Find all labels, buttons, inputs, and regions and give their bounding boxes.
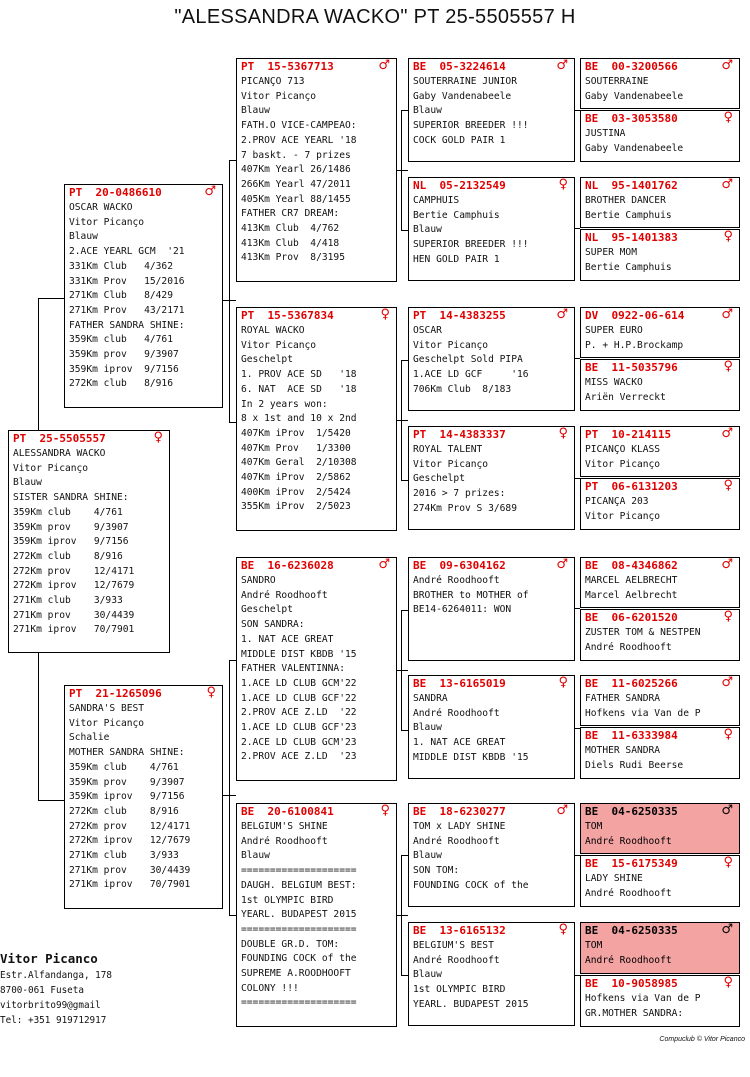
pedigree-card-subject[interactable] xyxy=(8,430,170,653)
connector-line xyxy=(38,298,65,299)
pedigree-card-gen4[interactable] xyxy=(580,58,740,109)
female-symbol-icon: ♀ xyxy=(723,727,733,742)
card-line: 359Km club 4/761 xyxy=(69,761,179,773)
card-line: 1. NAT ACE GREAT xyxy=(413,737,506,749)
ring-number: DV 0922-06-614 xyxy=(585,309,685,322)
card-line: 359Km prov 9/3907 xyxy=(69,776,185,788)
card-line: 407Km iProv 2/5862 xyxy=(241,472,351,484)
connector-line xyxy=(38,800,65,801)
card-line: 271Km iprov 70/7901 xyxy=(13,624,135,636)
card-line: Blauw xyxy=(413,105,442,117)
card-line: 400Km iProv 2/5424 xyxy=(241,486,351,498)
ring-number: BE 06-6201520 xyxy=(585,611,678,624)
card-line: André Roodhooft xyxy=(413,954,500,966)
card-line: MIDDLE DIST KBDB '15 xyxy=(413,751,529,763)
card-line: 2016 > 7 prizes: xyxy=(413,488,506,500)
card-line: Gaby Vandenabeele xyxy=(585,142,684,154)
ring-number: BE 10-9058985 xyxy=(585,977,678,990)
card-line: Geschelpt xyxy=(241,354,293,366)
ring-number: PT 14-4383255 xyxy=(413,309,506,322)
owner-address: Estr.Alfandanga, 178 xyxy=(0,970,112,981)
connector-line xyxy=(401,110,402,230)
pedigree-card-gen3[interactable] xyxy=(408,675,575,779)
pedigree-card-grandsire-paternal[interactable] xyxy=(236,58,397,282)
female-symbol-icon: ♀ xyxy=(723,855,733,870)
card-line: In 2 years won: xyxy=(241,398,328,410)
male-symbol-icon: ♂ xyxy=(204,184,216,199)
card-line: 407Km Prov 1/3300 xyxy=(241,442,351,454)
card-line: 407Km iProv 1/5420 xyxy=(241,427,351,439)
card-line: YEARL. BUDAPEST 2015 xyxy=(413,998,529,1010)
card-line: SON SANDRA: xyxy=(241,619,305,631)
pedigree-card-gen4[interactable] xyxy=(580,609,740,661)
card-line: Vitor Picanço xyxy=(585,458,661,470)
card-line: 359Km prov 9/3907 xyxy=(13,521,129,533)
connector-line xyxy=(401,855,402,975)
pedigree-card-gen4[interactable] xyxy=(580,727,740,779)
female-symbol-icon: ♀ xyxy=(558,426,568,441)
pedigree-card-gen4[interactable] xyxy=(580,557,740,608)
pedigree-card-gen4[interactable] xyxy=(580,675,740,726)
card-line: SANDRO xyxy=(241,575,276,586)
card-line: MOTHER SANDRA xyxy=(585,745,661,756)
connector-line xyxy=(397,670,408,671)
ring-number: BE 03-3053580 xyxy=(585,112,678,125)
male-symbol-icon: ♂ xyxy=(721,803,733,818)
card-line: HEN GOLD PAIR 1 xyxy=(413,253,500,265)
card-line: Vitor Picanço xyxy=(241,339,317,351)
card-line: SOUTERRAINE xyxy=(585,76,649,87)
card-line: Geschelpt xyxy=(413,473,465,485)
card-line: LADY SHINE xyxy=(585,873,643,884)
card-line: Ariën Verreckt xyxy=(585,391,666,403)
connector-line xyxy=(401,360,408,361)
owner-phone: Tel: +351 919712917 xyxy=(0,1015,107,1026)
card-line: MISS WACKO xyxy=(585,377,643,388)
card-line: FATHER CR7 DREAM: xyxy=(241,208,340,220)
ring-number: BE 00-3200566 xyxy=(585,60,678,73)
connector-line xyxy=(38,298,39,431)
card-line: 359Km iprov 9/7156 xyxy=(13,536,129,548)
card-line: 271Km prov 30/4439 xyxy=(13,609,135,621)
ring-number: BE 18-6230277 xyxy=(413,805,506,818)
card-line: DAUGH. BELGIUM BEST: xyxy=(241,879,357,891)
pedigree-card-gen3[interactable] xyxy=(408,922,575,1026)
card-line: SUPER MOM xyxy=(585,247,637,258)
ring-number: BE 11-6025266 xyxy=(585,677,678,690)
pedigree-card-sire[interactable] xyxy=(64,184,223,408)
owner-info xyxy=(0,950,112,1028)
card-line: 405Km Yearl 88/1455 xyxy=(241,193,351,205)
female-symbol-icon: ♀ xyxy=(558,922,568,937)
card-line: Bertie Camphuis xyxy=(585,261,672,273)
card-line: 271Km club 3/933 xyxy=(13,595,123,607)
connector-line xyxy=(401,230,408,231)
card-line: 706Km Club 8/183 xyxy=(413,383,512,395)
female-symbol-icon: ♀ xyxy=(380,803,390,818)
card-line: 271Km club 3/933 xyxy=(69,850,179,862)
pedigree-card-gen4[interactable] xyxy=(580,975,740,1027)
card-line: ROYAL WACKO xyxy=(241,325,305,336)
card-line: Bertie Camphuis xyxy=(585,209,672,221)
connector-line xyxy=(38,652,39,800)
card-line: 271Km prov 30/4439 xyxy=(69,864,191,876)
male-symbol-icon: ♂ xyxy=(378,58,390,73)
connector-line xyxy=(397,420,408,421)
card-line: CAMPHUIS xyxy=(413,195,460,206)
card-line: 413Km Prov 8/3195 xyxy=(241,252,345,264)
owner-city: 8700-061 Fuseta xyxy=(0,985,84,996)
ring-number: BE 11-6333984 xyxy=(585,729,678,742)
connector-line xyxy=(229,160,230,423)
male-symbol-icon: ♂ xyxy=(721,58,733,73)
card-line: 359Km iprov 9/7156 xyxy=(69,791,185,803)
card-line: Blauw xyxy=(13,477,42,489)
pedigree-card-gen4-highlighted[interactable] xyxy=(580,922,740,974)
male-symbol-icon: ♂ xyxy=(378,557,390,572)
card-line: André Roodhooft xyxy=(413,575,500,586)
card-line: BELGIUM'S BEST xyxy=(413,940,494,951)
card-line: Blauw xyxy=(413,224,442,236)
card-line: 1.ACE LD CLUB GCF'23 xyxy=(241,722,357,734)
pedigree-card-gen4[interactable] xyxy=(580,110,740,162)
card-line: Gaby Vandenabeele xyxy=(585,90,684,102)
card-line: DOUBLE GR.D. TOM: xyxy=(241,938,340,950)
card-line: 272Km prov 12/4171 xyxy=(69,820,191,832)
card-line: 355Km iProv 2/5023 xyxy=(241,501,351,513)
ring-number: BE 13-6165132 xyxy=(413,924,506,937)
pedigree-card-gen4[interactable] xyxy=(580,359,740,411)
ring-number: BE 15-6175349 xyxy=(585,857,678,870)
card-line: 1st OLYMPIC BIRD xyxy=(413,984,506,996)
female-symbol-icon: ♀ xyxy=(723,478,733,493)
pedigree-card-gen3[interactable] xyxy=(408,58,575,162)
card-line: Blauw xyxy=(413,969,442,981)
ring-number: PT 10-214115 xyxy=(585,428,672,441)
card-line: SUPERIOR BREEDER !!! xyxy=(413,120,529,132)
card-line: BELGIUM'S SHINE xyxy=(241,821,328,832)
card-line: ==================== xyxy=(241,923,357,935)
card-line: Schalie xyxy=(69,732,110,744)
card-line: Blauw xyxy=(413,850,442,862)
card-line: 359Km prov 9/3907 xyxy=(69,349,179,361)
card-line: 1. NAT ACE GREAT xyxy=(241,633,334,645)
male-symbol-icon: ♂ xyxy=(721,675,733,690)
card-line: YEARL. BUDAPEST 2015 xyxy=(241,909,357,921)
connector-line xyxy=(401,110,408,111)
female-symbol-icon: ♀ xyxy=(153,430,163,445)
card-line: 7 baskt. - 7 prizes xyxy=(241,149,351,161)
card-line: 271Km Club 8/429 xyxy=(69,290,173,302)
card-line: TOM x LADY SHINE xyxy=(413,821,506,832)
card-line: 407Km Yearl 26/1486 xyxy=(241,164,351,176)
female-symbol-icon: ♀ xyxy=(558,675,568,690)
card-line: 2.ACE YEARL GCM '21 xyxy=(69,246,185,258)
card-line: 8 x 1st and 10 x 2nd xyxy=(241,413,357,425)
pedigree-card-gen4[interactable] xyxy=(580,177,740,228)
ring-number: BE 05-3224614 xyxy=(413,60,506,73)
card-line: 1.ACE LD GCF '16 xyxy=(413,369,529,381)
card-line: 359Km club 4/761 xyxy=(69,334,173,346)
card-line: André Roodhooft xyxy=(585,954,672,966)
card-line: 271Km Prov 43/2171 xyxy=(69,304,185,316)
pedigree-card-gen3[interactable] xyxy=(408,557,575,661)
male-symbol-icon: ♂ xyxy=(556,58,568,73)
card-line: PICANÇA 203 xyxy=(585,496,649,507)
card-line: SANDRA'S BEST xyxy=(69,703,145,714)
card-line: 271Km iprov 70/7901 xyxy=(69,879,191,891)
card-line: Hofkens via Van de P xyxy=(585,707,701,719)
card-line: Vitor Picanço xyxy=(241,90,317,102)
card-line: BE14-6264011: WON xyxy=(413,604,512,616)
card-line: 2.PROV ACE Z.LD '22 xyxy=(241,707,357,719)
pedigree-card-granddam-maternal[interactable] xyxy=(236,803,397,1027)
card-line: 6. NAT ACE SD '18 xyxy=(241,383,357,395)
connector-line xyxy=(397,915,408,916)
card-line: 266Km Yearl 47/2011 xyxy=(241,178,351,190)
pedigree-card-gen4[interactable] xyxy=(580,229,740,281)
card-line: TOM xyxy=(585,821,603,832)
card-line: Hofkens via Van de P xyxy=(585,993,701,1004)
card-line: MOTHER SANDRA SHINE: xyxy=(69,747,185,759)
ring-number: PT 21-1265096 xyxy=(69,687,162,700)
card-line: Vitor Picanço xyxy=(69,717,145,729)
connector-line xyxy=(401,360,402,480)
connector-line xyxy=(401,480,408,481)
male-symbol-icon: ♂ xyxy=(556,307,568,322)
card-line: Vitor Picanço xyxy=(413,458,489,470)
male-symbol-icon: ♂ xyxy=(721,557,733,572)
card-line: Diels Rudi Beerse xyxy=(585,759,684,771)
card-line: 407Km Geral 2/10308 xyxy=(241,457,357,469)
ring-number: PT 25-5505557 xyxy=(13,432,106,445)
pedigree-card-gen4[interactable] xyxy=(580,855,740,907)
card-line: Geschelpt xyxy=(241,604,293,616)
card-line: FATHER SANDRA SHINE: xyxy=(69,319,185,331)
card-line: Blauw xyxy=(241,850,270,862)
male-symbol-icon: ♂ xyxy=(556,803,568,818)
pedigree-card-gen4[interactable] xyxy=(580,478,740,530)
card-line: OSCAR xyxy=(413,325,442,336)
card-line: 1st OLYMPIC BIRD xyxy=(241,894,334,906)
connector-line xyxy=(401,975,408,976)
card-line: PICANÇO KLASS xyxy=(585,444,661,455)
pedigree-card-granddam-paternal[interactable] xyxy=(236,307,397,531)
card-line: Geschelpt Sold PIPA xyxy=(413,354,523,366)
card-line: Blauw xyxy=(69,231,98,243)
ring-number: NL 05-2132549 xyxy=(413,179,506,192)
card-line: FATHER VALENTINNA: xyxy=(241,663,345,675)
female-symbol-icon: ♀ xyxy=(723,975,733,990)
pedigree-card-gen4[interactable] xyxy=(580,426,740,477)
card-line: André Roodhooft xyxy=(413,835,500,847)
card-line: 1.ACE LD CLUB GCM'22 xyxy=(241,677,357,689)
card-line: P. + H.P.Brockamp xyxy=(585,339,684,351)
card-line: 272Km club 8/916 xyxy=(13,550,123,562)
card-line: SANDRA xyxy=(413,693,448,704)
card-line: ZUSTER TOM & NESTPEN xyxy=(585,627,701,638)
ring-number: BE 08-4346862 xyxy=(585,559,678,572)
card-line: André Roodhooft xyxy=(585,835,672,847)
card-line: TOM xyxy=(585,940,603,951)
card-line: 1.ACE LD CLUB GCF'22 xyxy=(241,692,357,704)
card-line: ROYAL TALENT xyxy=(413,444,483,455)
card-line: André Roodhooft xyxy=(585,641,672,653)
card-line: Bertie Camphuis xyxy=(413,209,500,221)
ring-number: BE 16-6236028 xyxy=(241,559,334,572)
owner-email: vitorbrito99@gmail xyxy=(0,1000,101,1011)
connector-line xyxy=(229,660,230,915)
ring-number: PT 15-5367834 xyxy=(241,309,334,322)
card-line: MIDDLE DIST KBDB '15 xyxy=(241,648,357,660)
female-symbol-icon: ♀ xyxy=(723,229,733,244)
card-line: Marcel Aelbrecht xyxy=(585,589,678,601)
card-line: COCK GOLD PAIR 1 xyxy=(413,134,506,146)
male-symbol-icon: ♂ xyxy=(721,922,733,937)
card-line: Vitor Picanço xyxy=(585,510,661,522)
card-line: 272Km club 8/916 xyxy=(69,805,179,817)
ring-number: PT 15-5367713 xyxy=(241,60,334,73)
card-line: BROTHER to MOTHER of xyxy=(413,589,529,601)
card-line: PICANÇO 713 xyxy=(241,76,305,87)
card-line: 272Km club 8/916 xyxy=(69,378,173,390)
card-line: SISTER SANDRA SHINE: xyxy=(13,492,129,504)
card-line: SUPREME A.ROODHOOFT xyxy=(241,968,351,980)
card-line: FATH.O VICE-CAMPEAO: xyxy=(241,120,357,132)
page-title: "ALESSANDRA WACKO" PT 25-5505557 H xyxy=(174,6,576,28)
female-symbol-icon: ♀ xyxy=(558,177,568,192)
ring-number: BE 04-6250335 xyxy=(585,924,678,937)
card-line: 413Km Club 4/762 xyxy=(241,223,340,235)
card-line: 359Km club 4/761 xyxy=(13,506,123,518)
male-symbol-icon: ♂ xyxy=(721,177,733,192)
pedigree-card-gen3[interactable] xyxy=(408,307,575,411)
pedigree-card-dam[interactable] xyxy=(64,685,223,909)
female-symbol-icon: ♀ xyxy=(723,609,733,624)
card-line: OSCAR WACKO xyxy=(69,202,133,213)
card-line: ==================== xyxy=(241,997,357,1009)
card-line: 272Km iprov 12/7679 xyxy=(13,580,135,592)
card-line: 2.PROV ACE Z.LD '23 xyxy=(241,751,357,763)
ring-number: BE 09-6304162 xyxy=(413,559,506,572)
ring-number: NL 95-1401762 xyxy=(585,179,678,192)
card-line: 1. PROV ACE SD '18 xyxy=(241,369,357,381)
pedigree-card-grandsire-maternal[interactable] xyxy=(236,557,397,781)
card-line: Vitor Picanço xyxy=(69,216,145,228)
card-line: FATHER SANDRA xyxy=(585,693,661,704)
card-line: 331Km Prov 15/2016 xyxy=(69,275,185,287)
card-line: 359Km iprov 9/7156 xyxy=(69,363,179,375)
card-line: 2.PROV ACE YEARL '18 xyxy=(241,134,357,146)
ring-number: BE 13-6165019 xyxy=(413,677,506,690)
card-line: André Roodhooft xyxy=(413,707,500,719)
connector-line xyxy=(401,730,408,731)
pedigree-card-gen3[interactable] xyxy=(408,426,575,530)
pedigree-card-gen4[interactable] xyxy=(580,307,740,358)
card-line: 331Km Club 4/362 xyxy=(69,260,173,272)
footer-credit: Compuclub © Vitor Picanco xyxy=(659,1036,745,1043)
female-symbol-icon: ♀ xyxy=(723,110,733,125)
ring-number: PT 14-4383337 xyxy=(413,428,506,441)
card-line: SUPERIOR BREEDER !!! xyxy=(413,239,529,251)
card-line: SON TOM: xyxy=(413,865,460,877)
card-line: COLONY !!! xyxy=(241,982,299,994)
card-line: 272Km iprov 12/7679 xyxy=(69,835,191,847)
ring-number: PT 06-6131203 xyxy=(585,480,678,493)
ring-number: BE 04-6250335 xyxy=(585,805,678,818)
card-line: André Roodhooft xyxy=(241,835,328,847)
card-line: 272Km prov 12/4171 xyxy=(13,565,135,577)
card-line: Gaby Vandenabeele xyxy=(413,90,512,102)
connector-line xyxy=(401,610,402,730)
ring-number: BE 11-5035796 xyxy=(585,361,678,374)
card-line: 2.ACE LD CLUB GCM'23 xyxy=(241,736,357,748)
connector-line xyxy=(401,855,408,856)
male-symbol-icon: ♂ xyxy=(556,557,568,572)
card-line: JUSTINA xyxy=(585,128,626,139)
card-line: Vitor Picanço xyxy=(13,462,89,474)
card-line: Blauw xyxy=(241,105,270,117)
card-line: Blauw xyxy=(413,722,442,734)
owner-name: Vitor Picanco xyxy=(0,951,98,966)
ring-number: BE 20-6100841 xyxy=(241,805,334,818)
connector-line xyxy=(401,610,408,611)
card-line: FOUNDING COCK of the xyxy=(241,953,357,965)
pedigree-card-gen3[interactable] xyxy=(408,177,575,281)
card-line: ==================== xyxy=(241,865,357,877)
card-line: BROTHER DANCER xyxy=(585,195,666,206)
card-line: MARCEL AELBRECHT xyxy=(585,575,678,586)
ring-number: NL 95-1401383 xyxy=(585,231,678,244)
card-line: André Roodhooft xyxy=(241,589,328,601)
card-line: 413Km Club 4/418 xyxy=(241,237,340,249)
card-line: André Roodhooft xyxy=(585,887,672,899)
female-symbol-icon: ♀ xyxy=(206,685,216,700)
card-line: FOUNDING COCK of the xyxy=(413,879,529,891)
card-line: Vitor Picanço xyxy=(413,339,489,351)
male-symbol-icon: ♂ xyxy=(721,426,733,441)
pedigree-card-gen4-highlighted[interactable] xyxy=(580,803,740,854)
card-line: SOUTERRAINE JUNIOR xyxy=(413,76,517,87)
card-line: 274Km Prov S 3/689 xyxy=(413,502,517,514)
male-symbol-icon: ♂ xyxy=(721,307,733,322)
card-line: SUPER EURO xyxy=(585,325,643,336)
card-line: ALESSANDRA WACKO xyxy=(13,448,106,459)
ring-number: PT 20-0486610 xyxy=(69,186,162,199)
female-symbol-icon: ♀ xyxy=(723,359,733,374)
female-symbol-icon: ♀ xyxy=(380,307,390,322)
connector-line xyxy=(397,170,408,171)
card-line: GR.MOTHER SANDRA: xyxy=(585,1007,684,1019)
pedigree-card-gen3[interactable] xyxy=(408,803,575,907)
